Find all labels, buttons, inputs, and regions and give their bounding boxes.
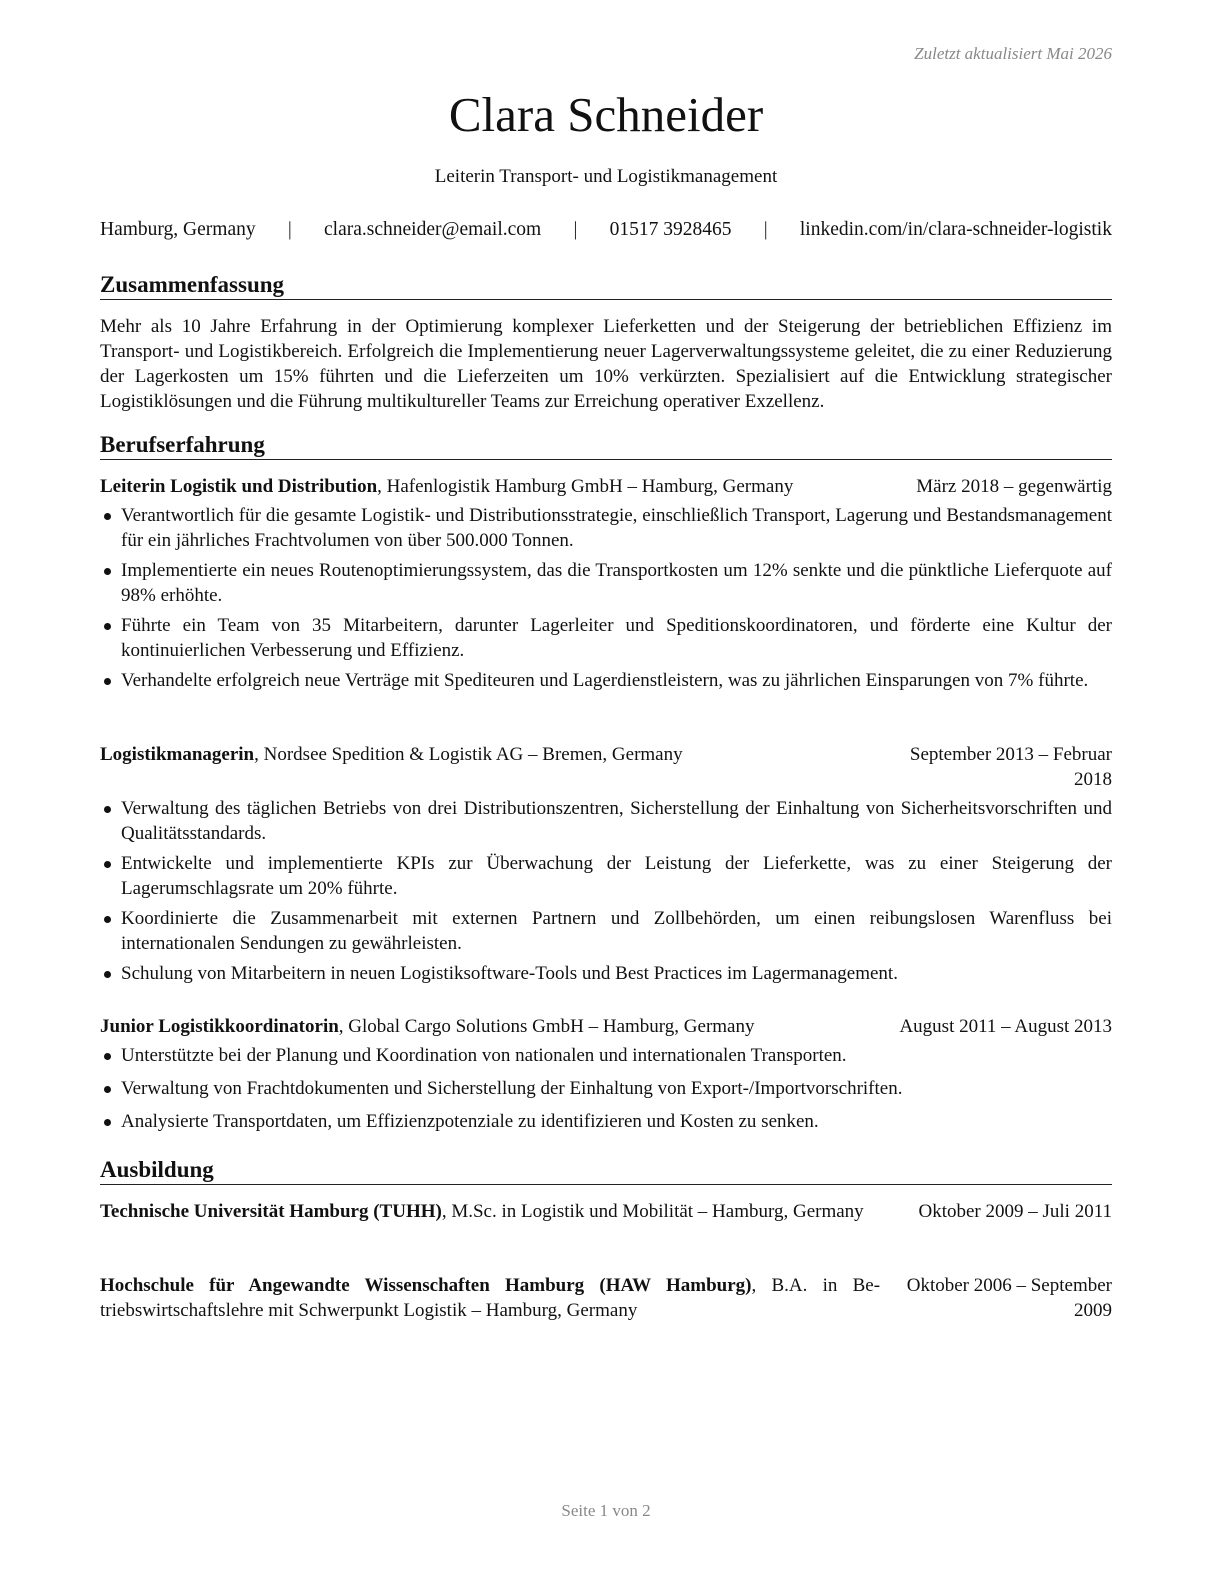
summary-text: Mehr als 10 Jahre Erfahrung in der Optimierung komplexer Lieferketten und der Steigerung der betrieblichen Effizienz im Transport- und Logistikbereich. Erfolgreich die Implementierung neuer Lagerverwaltungssysteme geleitet, die zu einer Reduzierung der Lagerkosten um 15% führten und die Lieferzeiten um 10% verkürzten. Spezialisiert auf die Entwicklung strategischer Logistiklösungen und die Führung multikultureller Teams zur Erreichung operativer Exzellenz. [100, 316, 1112, 412]
job-title: Junior Logistikkoordinatorin [100, 1016, 339, 1037]
job-dates: August 2011 – August 2013 [899, 1016, 1112, 1037]
list-item: Führte ein Team von 35 Mitarbeitern, darunter Lagerleiter und Speditionskoordinatoren, und förderte eine Kultur der kontinuierlichen Verbesserung und Effizienz. [100, 613, 1112, 663]
last-updated: Zuletzt aktualisiert Mai 2026 [914, 44, 1112, 63]
experience-section-heading [100, 431, 1112, 460]
summary-section [100, 271, 1112, 414]
list-item: Koordinierte die Zusammenarbeit mit externen Partnern und Zollbehörden, um einen reibungslosen Warenfluss bei internationalen Sendungen zu gewährleisten. [100, 906, 1112, 956]
candidate-title: Leiterin Transport- und Logistikmanagement [434, 166, 778, 187]
job-entry [100, 742, 1112, 991]
list-item: Verantwortlich für die gesamte Logistik- und Distributionsstrategie, einschließlich Transport, Lagerung und Bestandsmanagement für ein jährliches Frachtvolumen von über 500.000 Tonnen. [100, 503, 1112, 553]
education-entry [100, 1199, 1112, 1224]
education-header [100, 1273, 1112, 1323]
job-company: , Hafenlogistik Hamburg GmbH – Hamburg, Germany [377, 476, 794, 497]
list-item: Implementierte ein neues Routenoptimierungssystem, das die Transportkosten um 12% senkte und die pünktliche Lieferquote auf 98% erhöhte. [100, 558, 1112, 608]
job-bullets [100, 1043, 1112, 1134]
job-title: Logistikmanagerin [100, 744, 255, 765]
education-dates: Oktober 2009 – Juli 2011 [918, 1201, 1112, 1222]
section-heading-experience: Berufserfahrung [100, 431, 1112, 460]
contact-separator: | [287, 219, 292, 240]
school-name: Hochschule für Angewandte Wissenschaften Hamburg (HAW Hamburg) [100, 1275, 752, 1296]
contact-line [100, 219, 1112, 241]
job-bullets [100, 503, 1112, 693]
list-item: Verwaltung von Frachtdokumenten und Sicherstellung der Einhaltung von Export-/Importvorschriften. [100, 1076, 1112, 1101]
list-item: Verhandelte erfolgreich neue Verträge mit Spediteuren und Lagerdienstleistern, was zu jährlichen Einsparungen von 7% führte. [100, 668, 1112, 693]
job-entry [100, 474, 1112, 698]
job-entry [100, 1014, 1112, 1142]
education-entry [100, 1273, 1112, 1323]
job-bullets [100, 796, 1112, 986]
contact-separator: | [763, 219, 768, 240]
page-number: Seite 1 von 2 [561, 1501, 651, 1520]
list-item: Analysierte Transportdaten, um Effizienzpotenziale zu identifizieren und Kosten zu senken. [100, 1109, 1112, 1134]
education-section-heading [100, 1156, 1112, 1185]
job-header [100, 474, 1112, 499]
job-title: Leiterin Logistik und Distribution [100, 476, 378, 497]
contact-location: Hamburg, Germany [100, 219, 256, 240]
education-header [100, 1199, 1112, 1224]
job-dates: März 2018 – gegenwärtig [916, 476, 1112, 497]
degree-detail: , M.Sc. in Logistik und Mobilität – Hamburg, Germany [441, 1201, 864, 1222]
section-heading-education: Ausbildung [100, 1156, 1112, 1185]
school-name: Technische Universität Hamburg (TUHH) [100, 1201, 442, 1222]
job-company: , Nordsee Spedition & Logistik AG – Bremen, Germany [254, 744, 683, 765]
contact-phone: 01517 3928465 [609, 219, 732, 240]
list-item: Unterstützte bei der Planung und Koordination von nationalen und internationalen Transporten. [100, 1043, 1112, 1068]
list-item: Schulung von Mitarbeitern in neuen Logistiksoftware-Tools und Best Practices im Lagermanagement. [100, 961, 1112, 986]
job-dates: September 2013 – Februar 2018 [909, 744, 1112, 790]
contact-email[interactable]: clara.schneider@email.com [324, 219, 542, 240]
list-item: Verwaltung des täglichen Betriebs von drei Distributionszentren, Sicherstellung der Einhaltung von Sicherheitsvorschriften und Qualitätsstandards. [100, 796, 1112, 846]
education-dates: Oktober 2006 – September 2009 [906, 1275, 1112, 1321]
job-header [100, 1014, 1112, 1039]
candidate-name: Clara Schneider [448, 87, 764, 142]
list-item: Entwickelte und implementierte KPIs zur Überwachung der Leistung der Lieferkette, was zu einer Steigerung der Lagerumschlagsrate um 20% führte. [100, 851, 1112, 901]
contact-separator: | [573, 219, 578, 240]
section-heading-summary: Zusammenfassung [100, 271, 1112, 300]
contact-linkedin[interactable]: linkedin.com/in/clara-schneider-logistik [799, 219, 1112, 240]
job-company: , Global Cargo Solutions GmbH – Hamburg, Germany [338, 1016, 755, 1037]
job-header [100, 742, 1112, 792]
degree-detail: , B.A. in Betriebswirtschaftslehre mit Schwerpunkt Logistik – Hamburg, Germany [100, 1275, 881, 1321]
